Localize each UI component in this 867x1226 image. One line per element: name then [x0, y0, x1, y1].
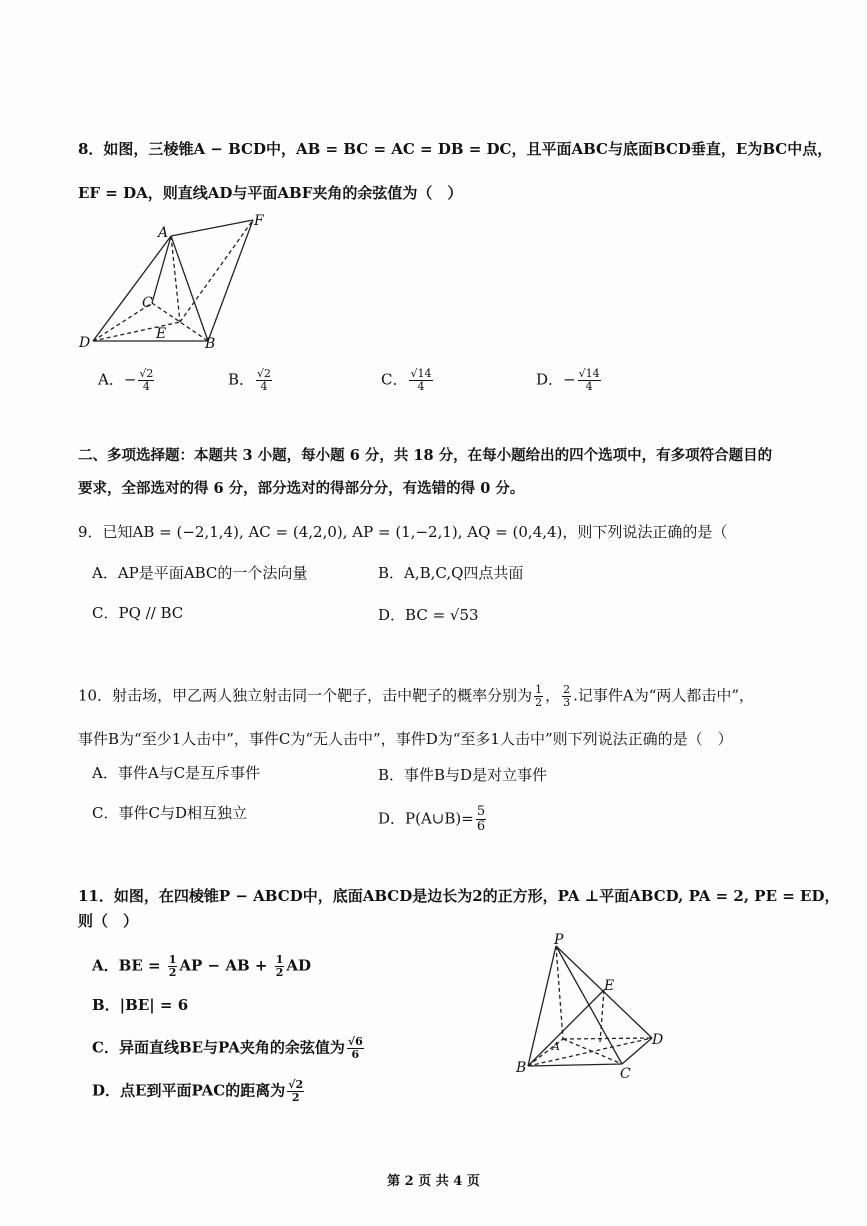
q8-option-d: D．− $\frac{√14}{4}$: [536, 367, 600, 393]
q11-stem-line2: 则（ ）: [78, 912, 139, 930]
q8-label-E: E: [156, 326, 167, 342]
q11-label-B: B: [516, 1060, 527, 1076]
q9-option-b: B．A,B,C,Q四点共面: [378, 564, 524, 582]
q11-option-d: D．点E到平面PAC的距离为 $\frac{√2}{2}$: [92, 1078, 304, 1104]
q8-option-b: B． $\frac{√2}{4}$: [228, 367, 272, 393]
q10-option-d: D．P(A∪B)= $\frac{5}{6}$: [378, 804, 486, 834]
q10-option-a: A．事件A与C是互斥事件: [92, 764, 261, 782]
q8-label-D: D: [79, 335, 91, 351]
q8-line1: 8．如图，三棱锥A − BCD中，AB = BC = AC = DB = DC，且平面ABC与底面BCD垂直，E为BC中点，: [78, 140, 833, 158]
q9-option-a: A．AP是平面ABC的一个法向量: [92, 564, 308, 582]
section2-heading-line1: 二、多项选择题：本题共 3 小题，每小题 6 分，共 18 分，在每小题给出的四个选项中，有多项符合题目的: [78, 447, 773, 464]
q10-stem-line1: 10．射击场，甲乙两人独立射击同一个靶子，击中靶子的概率分别为 $\frac{1}{2}$ ， $\frac{2}{3}$ .记事件A为“两人都击中”，: [78, 683, 755, 709]
q9-option-c: C．PQ // BC: [92, 604, 184, 622]
q8-label-C: C: [142, 295, 153, 311]
q8-line2: EF = DA，则直线AD与平面ABF夹角的余弦值为（ ）: [78, 184, 463, 202]
q11-option-c: C．异面直线BE与PA夹角的余弦值为 $\frac{√6}{6}$: [92, 1035, 363, 1061]
q11-label-E: E: [604, 978, 615, 994]
q8-label-F: F: [254, 213, 264, 229]
q8-label-B: B: [205, 336, 216, 352]
q11-stem-line1: 11．如图，在四棱锥P − ABCD中，底面ABCD是边长为2的正方形，PA ⊥平面ABCD, PA = 2, PE = ED，: [78, 887, 840, 905]
q10-stem-line2: 事件B为“至少1人击中”，事件C为“无人击中”，事件D为“至多1人击中”则下列说法正确的是（ ）: [78, 730, 733, 748]
q10-option-b: B．事件B与D是对立事件: [378, 766, 548, 784]
q8-pyramid-figure: [70, 205, 280, 355]
q11-label-D: D: [652, 1032, 664, 1048]
q11-label-P: P: [554, 932, 564, 948]
q11-label-A: A: [552, 1040, 560, 1053]
page-footer: 第 2 页 共 4 页: [387, 1174, 480, 1189]
q9-option-d: D．BC = √53: [378, 606, 479, 624]
q8-option-a: A．− $\frac{√2}{4}$: [98, 367, 154, 393]
q11-pyramid-figure: [512, 932, 682, 1082]
q10-option-c: C．事件C与D相互独立: [92, 804, 247, 822]
section2-heading-line2: 要求，全部选对的得 6 分，部分选对的得部分分，有选错的得 0 分。: [78, 480, 525, 497]
q11-label-C: C: [620, 1066, 631, 1082]
q11-option-a: A．BE = $\frac{1}{2}$ AP − AB + $\frac{1}{2}$ AD: [92, 953, 311, 979]
q8-option-c: C． $\frac{√14}{4}$: [381, 367, 432, 393]
q11-option-b: B．|BE| = 6: [92, 996, 189, 1014]
q8-label-A: A: [158, 225, 169, 241]
q9-stem: 9．已知AB = (−2,1,4), AC = (4,2,0), AP = (1,−2,1), AQ = (0,4,4)，则下列说法正确的是（: [78, 523, 728, 541]
